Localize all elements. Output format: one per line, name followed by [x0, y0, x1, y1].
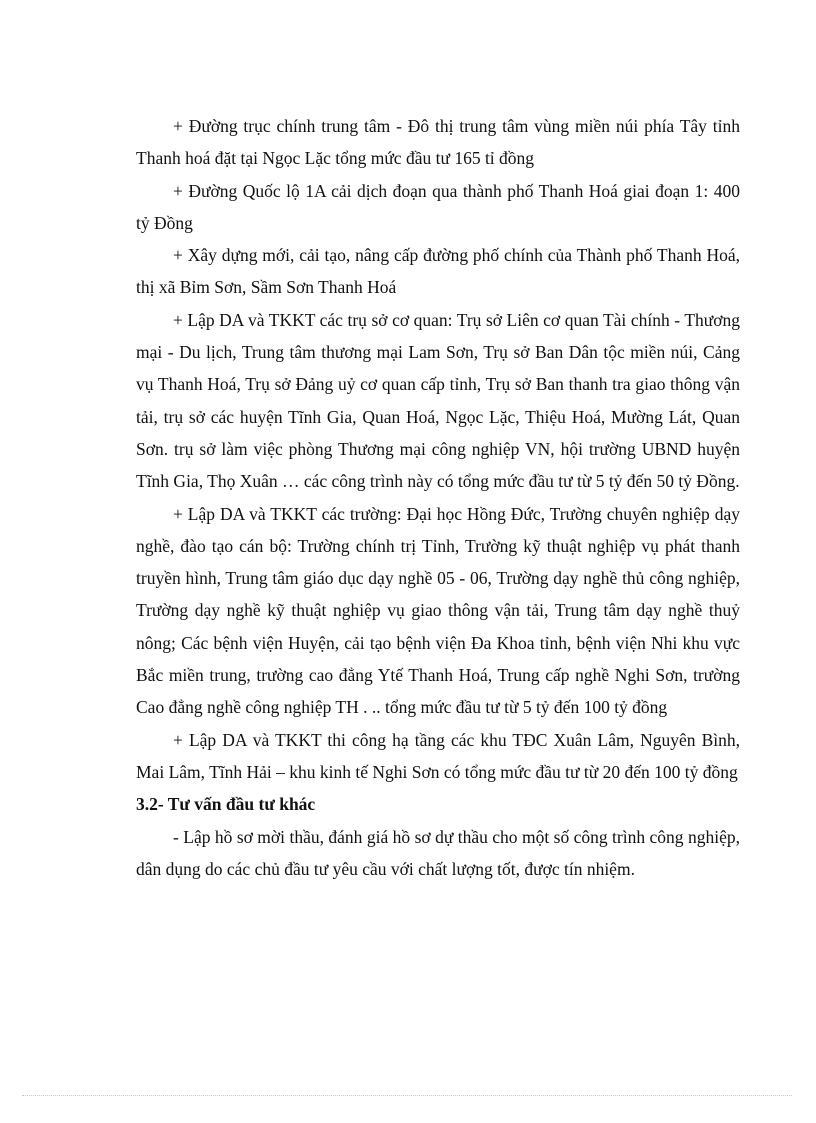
paragraph-main-streets: + Xây dựng mới, cải tạo, nâng cấp đường phố chính của Thành phố Thanh Hoá, thị xã Bỉm Sơn, Sầm Sơn Thanh Hoá [136, 245, 740, 298]
paragraph-central-axis-road: + Đường trục chính trung tâm - Đô thị trung tâm vùng miền núi phía Tây tỉnh Thanh hoá đặt tại Ngọc Lặc tổng mức đầu tư 165 tỉ đồng [136, 116, 740, 169]
paragraph-national-road-1a: + Đường Quốc lộ 1A cải dịch đoạn qua thành phố Thanh Hoá giai đoạn 1: 400 tỷ Đồng [136, 180, 740, 233]
paragraph-office-buildings: + Lập DA và TKKT các trụ sở cơ quan: Trụ sở Liên cơ quan Tài chính - Thương mại - Du lịch, Trung tâm thương mại Lam Sơn, Trụ sở Ban Dân tộc miền núi, Cảng vụ Thanh Hoá, Trụ sở Đảng uỷ cơ quan cấp tỉnh, Trụ sở Ban thanh tra giao thông vận tải, trụ sở các huyện Tĩnh Gia, Quan Hoá, Ngọc Lặc, Thiệu Hoá, Mường Lát, Quan Sơn. trụ sở làm việc phòng Thương mại công nghiệp VN, hội trường UBND huyện Tĩnh Gia, Thọ Xuân … các công trình này có tổng mức đầu tư từ 5 tỷ đến 50 tỷ Đồng. [136, 309, 740, 492]
page-body [136, 110, 740, 885]
paragraph-schools-hospitals: + Lập DA và TKKT các trường: Đại học Hồng Đức, Trường chuyên nghiệp dạy nghề, đào tạo cán bộ: Trường chính trị Tỉnh, Trường kỹ thuật nghiệp vụ phát thanh truyền hình, Trung tâm giáo dục dạy nghề 05 - 06, Trường dạy nghề thủ công nghiệp, Trường dạy nghề kỹ thuật nghiệp vụ giao thông vận tải, Trung tâm dạy nghề thuỷ nông; Các bệnh viện Huyện, cải tạo bệnh viện Đa Khoa tỉnh, bệnh viện Nhi khu vực Bắc miền trung, trường cao đẳng Ytế Thanh Hoá, Trung cấp nghề Nghi Sơn, trường Cao đẳng nghề công nghiệp TH . .. tổng mức đầu tư từ 5 tỷ đến 100 tỷ đồng [136, 503, 740, 718]
paragraph-bidding-documents: - Lập hồ sơ mời thầu, đánh giá hồ sơ dự thầu cho một số công trình công nghiệp, dân dụng do các chủ đầu tư yêu cầu với chất lượng tốt, được tín nhiệm. [136, 826, 740, 879]
section-heading: 3.2- Tư vấn đầu tư khác [136, 794, 316, 815]
footer-divider [22, 1095, 792, 1096]
paragraph-resettlement-areas: + Lập DA và TKKT thi công hạ tầng các khu TĐC Xuân Lâm, Nguyên Bình, Mai Lâm, Tĩnh Hải – khu kinh tế Nghi Sơn có tổng mức đầu tư từ 20 đến 100 tỷ đồng [136, 729, 740, 782]
